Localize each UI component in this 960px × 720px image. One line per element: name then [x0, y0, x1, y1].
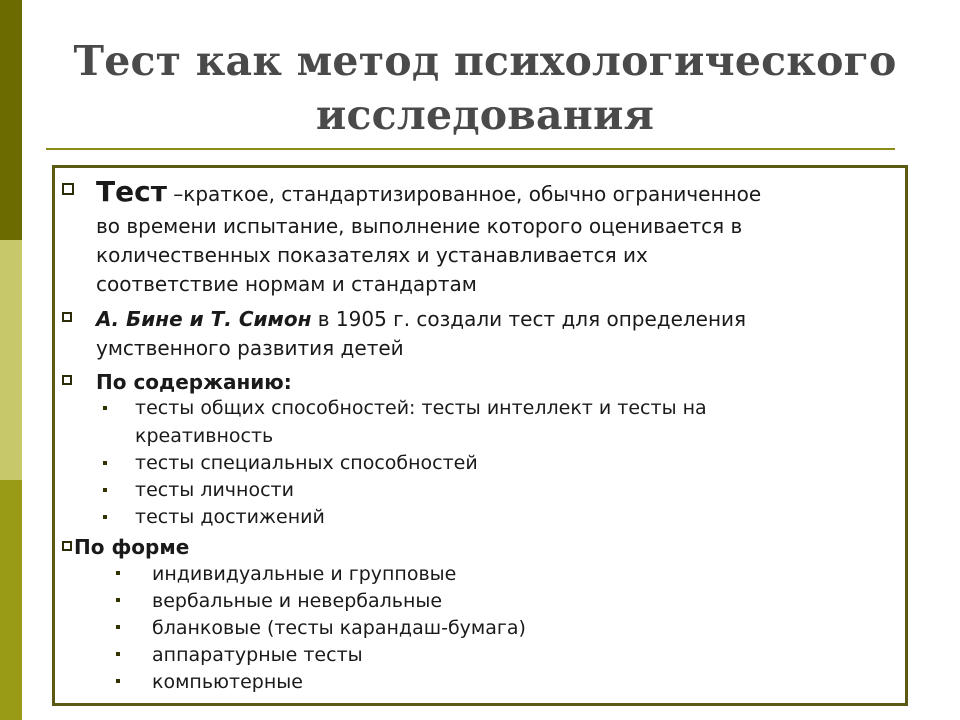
dot-bullet-icon: [103, 515, 107, 519]
dot-bullet-icon: [116, 625, 120, 629]
content-heading: По содержанию:: [96, 370, 292, 394]
dot-bullet-icon: [116, 652, 120, 656]
side-stripe-top: [0, 0, 22, 240]
slide-title: [40, 34, 930, 142]
definition-line2: во времени испытание, выполнение которого оценивается в: [96, 214, 743, 238]
definition-line3: количественных показателях и устанавливается их: [96, 243, 648, 267]
side-stripe-middle: [0, 240, 22, 480]
dot-bullet-icon: [116, 598, 120, 602]
square-bullet-icon: [62, 541, 72, 551]
dot-bullet-icon: [103, 488, 107, 492]
form-item-5: компьютерные: [152, 671, 303, 693]
side-stripe-bottom: [0, 480, 22, 720]
title-divider: [46, 148, 895, 150]
slide-title-line2: исследования: [315, 91, 655, 139]
content-item-4: тесты достижений: [135, 506, 325, 528]
history-line1: [96, 305, 746, 333]
dot-bullet-icon: [116, 571, 120, 575]
history-authors: А. Бине и Т. Симон: [96, 307, 312, 331]
definition-line4: соответствие нормам и стандартам: [96, 272, 477, 296]
dot-bullet-icon: [116, 679, 120, 683]
content-item-2: тесты специальных способностей: [135, 452, 478, 474]
content-item-1-line2: креативность: [135, 425, 274, 447]
square-bullet-icon: [62, 375, 72, 385]
square-bullet-icon: [62, 183, 74, 195]
dot-bullet-icon: [103, 406, 107, 410]
form-item-2: вербальные и невербальные: [152, 590, 443, 612]
slide-title-line1: Тест как метод психологического: [73, 37, 897, 85]
form-heading: По форме: [74, 535, 190, 559]
square-bullet-icon: [62, 312, 72, 322]
content-item-1-line1: тесты общих способностей: тесты интеллект и тесты на: [135, 397, 707, 419]
dot-bullet-icon: [103, 461, 107, 465]
history-line2: умственного развития детей: [96, 336, 404, 360]
definition-line1: [96, 175, 762, 208]
form-item-4: аппаратурные тесты: [152, 644, 363, 666]
definition-term: Тест: [96, 175, 167, 208]
definition-line1-text: –краткое, стандартизированное, обычно ограниченное: [166, 182, 762, 206]
history-line1-text: в 1905 г. создали тест для определения: [311, 307, 747, 331]
content-item-3: тесты личности: [135, 479, 294, 501]
form-item-3: бланковые (тесты карандаш-бумага): [152, 617, 526, 639]
form-item-1: индивидуальные и групповые: [152, 563, 457, 585]
